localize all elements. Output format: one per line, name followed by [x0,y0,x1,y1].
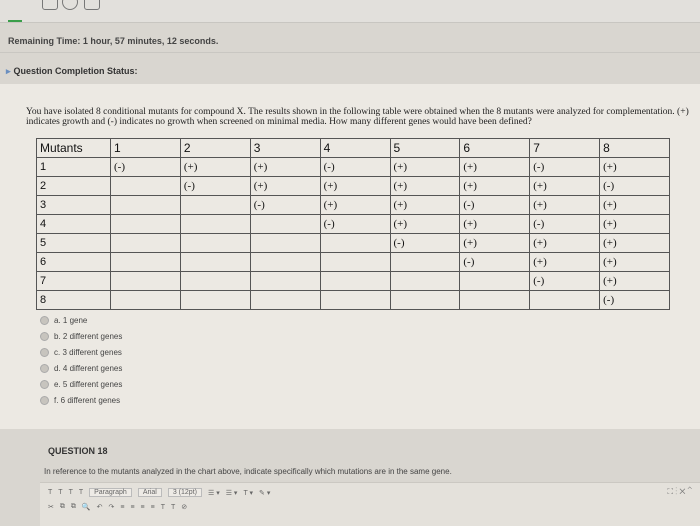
question-18-text: In reference to the mutants analyzed in the chart above, indicate specifically which mutations are in the same gene. [44,467,452,476]
table-cell: (+) [320,177,390,196]
toolbar-button[interactable]: ≡ [120,503,125,511]
table-cell: (-) [180,177,250,196]
radio-button[interactable] [40,380,49,389]
table-cell: (-) [390,234,460,253]
table-cell: (+) [530,177,600,196]
row-label: 6 [37,253,111,272]
table-cell: (+) [460,234,530,253]
table-cell: (-) [320,158,390,177]
table-cell [180,196,250,215]
table-cell [111,272,181,291]
header-mutant-7: 7 [530,139,600,158]
toolbar-button[interactable]: Arial [138,488,162,497]
table-cell [250,253,320,272]
table-cell: (-) [250,196,320,215]
header-mutant-2: 2 [180,139,250,158]
table-cell: (+) [250,177,320,196]
table-cell: (-) [460,253,530,272]
table-cell: (-) [111,158,181,177]
answer-option[interactable] [40,376,122,392]
header-mutant-8: 8 [600,139,670,158]
table-cell: (+) [320,196,390,215]
toolbar-button[interactable]: T [58,489,63,496]
table-cell [111,196,181,215]
header-mutant-4: 4 [320,139,390,158]
editor-toolbar [40,482,700,526]
table-cell [390,291,460,310]
toolbar-button[interactable]: T [160,503,165,511]
table-cell [390,253,460,272]
toolbar-right-icons[interactable]: ⛶ ⁝ ✕ ⌃ [667,487,692,496]
table-cell [180,215,250,234]
toolbar-button[interactable]: T ▾ [243,489,254,497]
back-icon[interactable] [42,0,58,10]
toolbar-button[interactable]: ≡ [150,503,155,511]
table-cell: (+) [600,196,670,215]
table-cell [320,234,390,253]
toolbar-button[interactable]: 3 (12pt) [168,488,202,497]
table-cell: (+) [530,253,600,272]
table-cell [250,291,320,310]
table-row [37,215,670,234]
table-cell [250,215,320,234]
toolbar-button[interactable]: ☰ ▾ [225,489,238,497]
table-cell [460,291,530,310]
toolbar-button[interactable]: ✎ ▾ [259,489,271,497]
header-mutant-6: 6 [460,139,530,158]
option-label: c. 3 different genes [54,347,122,357]
table-cell: (-) [600,177,670,196]
question-18-title: QUESTION 18 [48,446,108,456]
table-cell: (+) [600,158,670,177]
radio-button[interactable] [40,364,49,373]
table-cell: (+) [600,215,670,234]
table-cell [320,253,390,272]
toolbar-button[interactable]: ≡ [140,503,145,511]
answer-option[interactable] [40,344,122,360]
table-cell: (+) [460,158,530,177]
toolbar-row-2 [48,503,187,511]
browser-top-bar [0,0,700,23]
table-cell [111,291,181,310]
table-cell: (+) [530,234,600,253]
radio-button[interactable] [40,316,49,325]
remaining-time: Remaining Time: 1 hour, 57 minutes, 12 seconds. [8,36,219,46]
completion-status-toggle[interactable]: ▸ Question Completion Status: [6,66,138,76]
toolbar-button[interactable]: ≡ [130,503,135,511]
table-cell [180,253,250,272]
table-cell: (+) [600,234,670,253]
table-cell: (+) [390,196,460,215]
row-label: 7 [37,272,111,291]
table-cell [180,234,250,253]
table-row [37,234,670,253]
toolbar-button[interactable]: ⊘ [181,504,188,511]
toolbar-button[interactable]: T [78,489,84,496]
header-mutant-1: 1 [111,139,181,158]
option-label: b. 2 different genes [54,331,123,341]
header-mutants: Mutants [37,139,111,158]
answer-options [40,312,122,408]
table-row [37,272,670,291]
table-cell [320,272,390,291]
option-label: a. 1 gene [54,315,88,325]
table-header-row [37,139,670,158]
complementation-table [36,138,670,310]
toolbar-row-1 [48,488,270,497]
answer-option[interactable] [40,312,122,328]
table-cell: (-) [530,158,600,177]
radio-button[interactable] [40,396,49,405]
table-cell: (+) [530,196,600,215]
table-row [37,158,670,177]
option-label: e. 5 different genes [54,379,123,389]
row-label: 2 [37,177,111,196]
table-cell [250,234,320,253]
table-row [37,177,670,196]
table-cell [111,215,181,234]
table-cell: (+) [390,158,460,177]
option-label: d. 4 different genes [54,363,123,373]
table-row [37,196,670,215]
table-cell: (-) [530,215,600,234]
table-cell: (+) [390,215,460,234]
toolbar-button[interactable]: T [171,503,176,511]
radio-button[interactable] [40,332,49,341]
expand-arrow-icon: ▸ [6,66,11,76]
answer-option[interactable] [40,360,122,376]
row-label: 3 [37,196,111,215]
row-label: 1 [37,158,111,177]
tab-icon[interactable] [84,0,100,10]
toolbar-button[interactable]: ↶ [96,504,103,511]
table-cell: (+) [180,158,250,177]
progress-accent [8,20,22,22]
table-cell [111,253,181,272]
toolbar-button[interactable]: 🔍 [81,504,91,511]
table-cell: (+) [600,272,670,291]
toolbar-button[interactable]: ✂ [48,504,54,511]
toolbar-button[interactable]: T [68,489,73,496]
radio-button[interactable] [40,348,49,357]
table-cell [180,291,250,310]
answer-option[interactable] [40,328,122,344]
table-cell: (+) [250,158,320,177]
toolbar-button[interactable]: ☰ ▾ [207,489,220,497]
table-cell [250,272,320,291]
table-cell: (-) [320,215,390,234]
table-cell [460,272,530,291]
header-mutant-5: 5 [390,139,460,158]
row-label: 5 [37,234,111,253]
table-row [37,253,670,272]
table-cell: (+) [460,177,530,196]
toolbar-button[interactable]: ⧉ [70,503,76,510]
divider [0,52,700,53]
option-label: f. 6 different genes [54,395,121,405]
question-text: You have isolated 8 conditional mutants for compound X. The results shown in the following table were obtained when the 8 mutants were analyzed for complementation. (+) indicates growth and (-) indicates no growth when screened on minimal media. How many different genes would have been defined? [26,107,689,127]
table-cell [390,272,460,291]
table-cell: (+) [460,215,530,234]
refresh-icon[interactable] [62,0,78,10]
toolbar-button[interactable]: ⧉ [59,503,65,510]
table-cell [111,234,181,253]
toolbar-button[interactable]: Paragraph [89,488,132,497]
table-cell [180,272,250,291]
table-cell: (-) [460,196,530,215]
table-cell: (+) [390,177,460,196]
row-label: 4 [37,215,111,234]
row-label: 8 [37,291,111,310]
table-cell [530,291,600,310]
table-cell: (-) [530,272,600,291]
toolbar-button[interactable]: ↷ [108,504,115,511]
header-mutant-3: 3 [250,139,320,158]
table-row [37,291,670,310]
toolbar-button[interactable]: T [48,489,53,496]
answer-option[interactable] [40,392,122,408]
table-cell: (+) [600,253,670,272]
table-cell: (-) [600,291,670,310]
table-cell [111,177,181,196]
table-cell [320,291,390,310]
